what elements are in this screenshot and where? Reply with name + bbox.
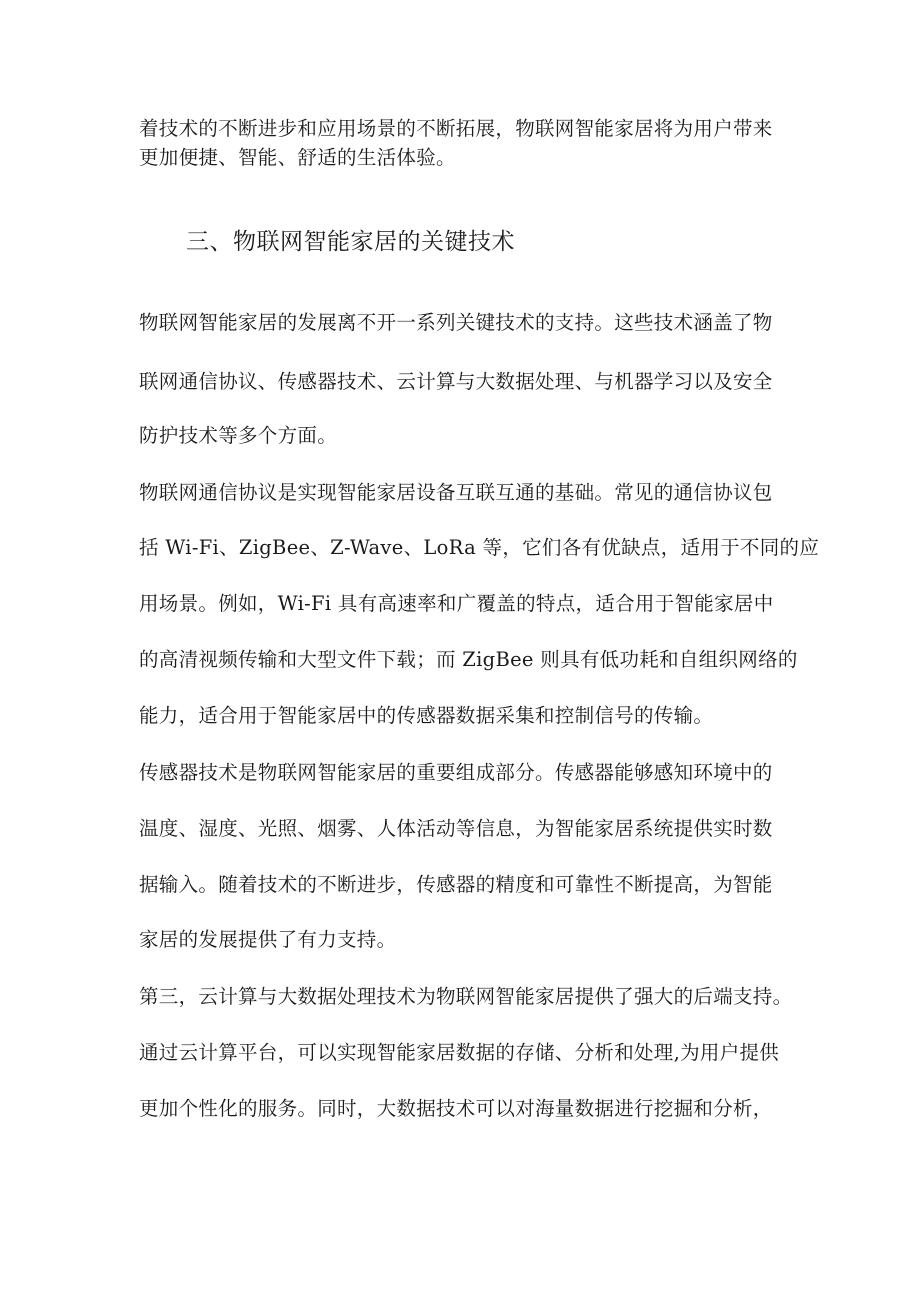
paragraph-3-line-4: 家居的发展提供了有力支持。 <box>139 928 397 951</box>
paragraph-2-line-2: 括 Wi-Fi、ZigBee、Z-Wave、LoRa 等，它们各有优缺点，适用于不同的应 <box>139 536 820 559</box>
paragraph-3-line-3: 据输入。随着技术的不断进步，传感器的精度和可靠性不断提高，为智能 <box>139 873 773 896</box>
paragraph-3-line-1: 传感器技术是物联网智能家居的重要组成部分。传感器能够感知环境中的 <box>139 761 773 784</box>
paragraph-3-line-2: 温度、湿度、光照、烟雾、人体活动等信息，为智能家居系统提供实时数 <box>139 817 773 840</box>
paragraph-2-line-4: 的高清视频传输和大型文件下载；而 ZigBee 则具有低功耗和自组织网络的 <box>139 648 798 671</box>
intro-line-2: 更加便捷、智能、舒适的生活体验。 <box>139 146 456 169</box>
section-heading: 三、物联网智能家居的关键技术 <box>186 229 515 255</box>
paragraph-2-line-5: 能力，适合用于智能家居中的传感器数据采集和控制信号的传输。 <box>139 704 714 727</box>
intro-line-1: 着技术的不断进步和应用场景的不断拓展，物联网智能家居将为用户带来 <box>139 117 773 140</box>
paragraph-4-line-3: 更加个性化的服务。同时，大数据技术可以对海量数据进行挖掘和分析， <box>139 1097 773 1120</box>
paragraph-2-line-1: 物联网通信协议是实现智能家居设备互联互通的基础。常见的通信协议包 <box>139 481 773 504</box>
paragraph-1-line-2: 联网通信协议、传感器技术、云计算与大数据处理、与机器学习以及安全 <box>139 370 773 393</box>
paragraph-2-line-3: 用场景。例如，Wi-Fi 具有高速率和广覆盖的特点，适合用于智能家居中 <box>139 592 774 615</box>
paragraph-1-line-3: 防护技术等多个方面。 <box>139 424 338 447</box>
paragraph-1-line-1: 物联网智能家居的发展离不开一系列关键技术的支持。这些技术涵盖了物 <box>139 311 773 334</box>
paragraph-4-line-2: 通过云计算平台，可以实现智能家居数据的存储、分析和处理,为用户提供 <box>139 1041 780 1064</box>
paragraph-4-line-1: 第三，云计算与大数据处理技术为物联网智能家居提供了强大的后端支持。 <box>139 985 793 1008</box>
